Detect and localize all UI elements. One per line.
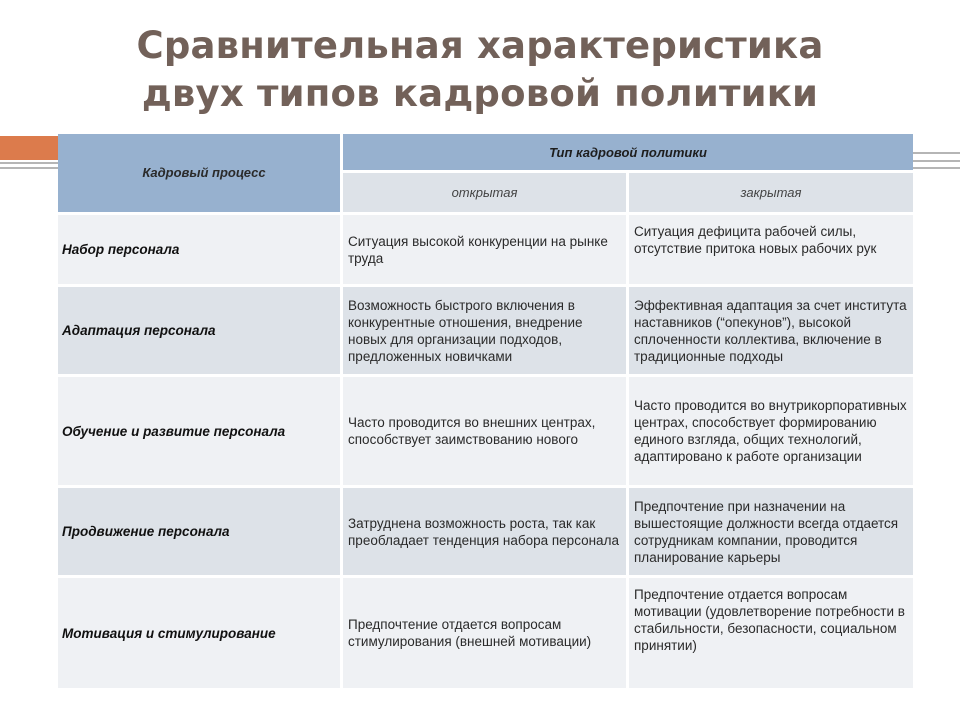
accent-bar [0,136,58,160]
decorative-rule [0,167,58,169]
row-closed-value: Ситуация дефицита рабочей силы, отсутствие притока новых рабочих рук [629,215,913,284]
row-open-value: Возможность быстрого включения в конкурентные отношения, внедрение новых для организации подходов, предложенных новичками [343,287,626,374]
decorative-rule [912,152,960,154]
row-closed-value: Часто проводится во внутрикорпоративных центрах, способствует формированию единого взгляда, общих технологий, адаптировано к работе организации [629,377,913,485]
row-process: Продвижение персонала [58,488,340,575]
row-closed-value: Предпочтение отдается вопросам мотивации (удовлетворение потребности в стабильности, безопасности, социальном принятии) [629,578,913,688]
row-closed-value: Эффективная адаптация за счет института наставников (“опекунов”), высокой сплоченности коллектива, включение в традиционные подходы [629,287,913,374]
row-closed-value: Предпочтение при назначении на вышестоящие должности всегда отдается сотрудникам компании, проводится планирование карьеры [629,488,913,575]
row-process: Адаптация персонала [58,287,340,374]
decorative-rule [912,160,960,162]
header-closed: закрытая [629,173,913,212]
slide-title-line-1: Сравнительная характеристика [136,24,824,67]
row-process: Обучение и развитие персонала [58,377,340,485]
row-process: Мотивация и стимулирование [58,578,340,688]
header-policy-type: Тип кадровой политики [343,134,913,170]
row-open-value: Часто проводится во внешних центрах, способствует заимствованию нового [343,377,626,485]
header-process: Кадровый процесс [58,134,340,212]
comparison-table [58,134,913,688]
decorative-rule [0,162,58,164]
decorative-rule [912,167,960,169]
row-open-value: Предпочтение отдается вопросам стимулирования (внешней мотивации) [343,578,626,688]
row-open-value: Ситуация высокой конкуренции на рынке труда [343,215,626,284]
row-process: Набор персонала [58,215,340,284]
slide-title-line-2: двух типов кадровой политики [141,72,819,115]
slide-title [0,22,960,118]
row-open-value: Затруднена возможность роста, так как преобладает тенденция набора персонала [343,488,626,575]
header-open: открытая [343,173,626,212]
